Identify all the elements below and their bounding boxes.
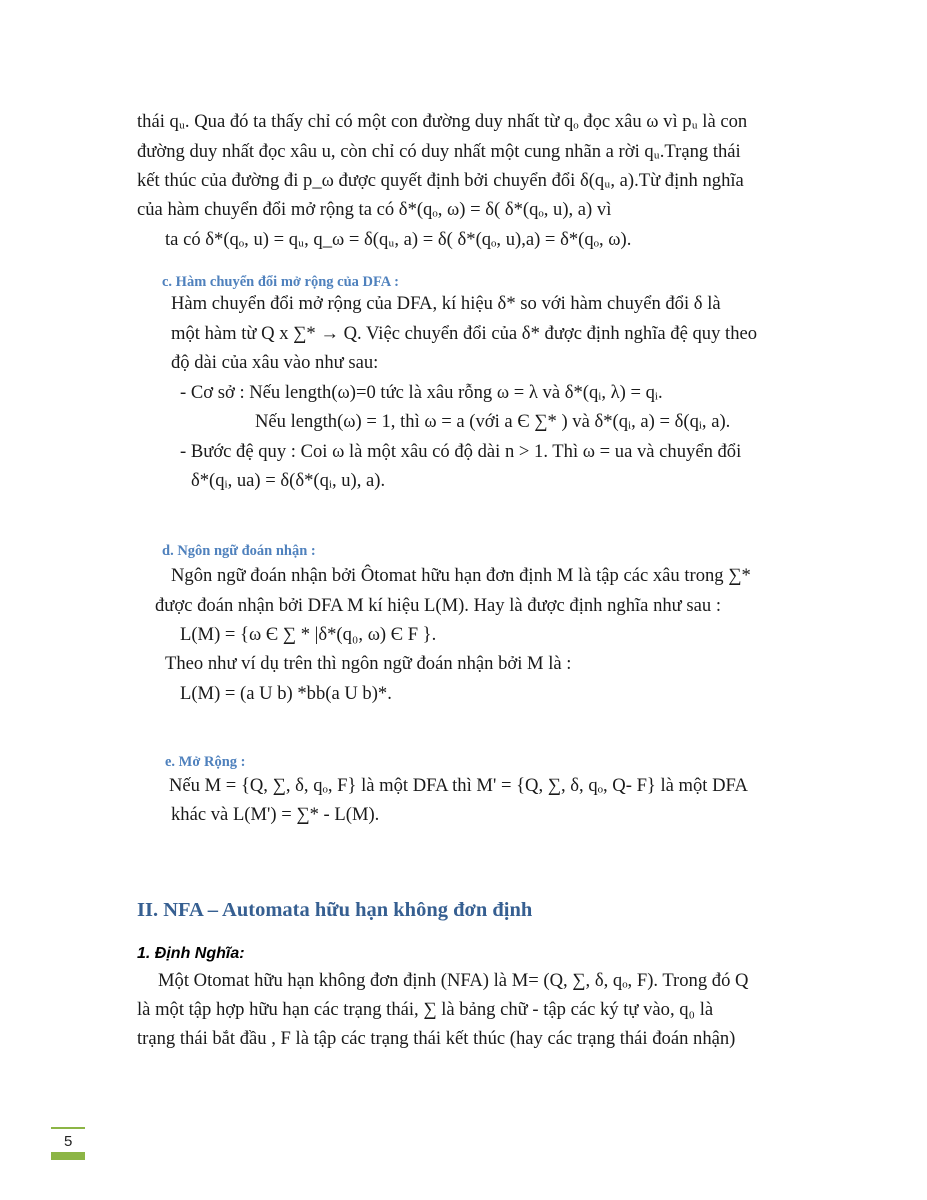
paragraph-line: Theo như ví dụ trên thì ngôn ngữ đoán nhận bởi M là : xyxy=(165,653,572,674)
footer-bar-top xyxy=(51,1127,85,1129)
footer-bar-bottom xyxy=(51,1152,85,1160)
section-c-heading: c. Hàm chuyển đổi mở rộng của DFA : xyxy=(162,274,399,290)
paragraph-line: khác và L(M') = ∑* - L(M). xyxy=(171,804,380,825)
section-ii-heading: II. NFA – Automata hữu hạn không đơn định xyxy=(137,899,533,921)
paragraph-line: một hàm từ Q x ∑* → Q. Việc chuyển đổi của δ* được định nghĩa đệ quy theo xyxy=(171,323,758,344)
paragraph-line: - Cơ sở : Nếu length(ω)=0 tức là xâu rỗng ω = λ và δ*(qᵢ, λ) = qᵢ. xyxy=(180,382,663,403)
definition-heading: 1. Định Nghĩa: xyxy=(137,945,245,962)
paragraph-line: L(M) = {ω Є ∑ * |δ*(q₀, ω) Є F }. xyxy=(180,624,437,645)
paragraph-line: Nếu length(ω) = 1, thì ω = a (với a Є ∑* ) và δ*(qᵢ, a) = δ(qᵢ, a). xyxy=(255,411,731,432)
paragraph-line: ta có δ*(qₒ, u) = qᵤ, q_ω = δ(qᵤ, a) = δ( δ*(qₒ, u),a) = δ*(qₒ, ω). xyxy=(165,229,632,250)
paragraph-line: đường duy nhất đọc xâu u, còn chỉ có duy nhất một cung nhãn a rời qᵤ.Trạng thái xyxy=(137,141,741,162)
paragraph-line: được đoán nhận bởi DFA M kí hiệu L(M). Hay là được định nghĩa như sau : xyxy=(155,595,721,616)
paragraph-line: - Bước đệ quy : Coi ω là một xâu có độ dài n > 1. Thì ω = ua và chuyển đổi xyxy=(180,441,742,462)
paragraph-line: δ*(qᵢ, ua) = δ(δ*(qᵢ, u), a). xyxy=(191,470,386,491)
paragraph-line: Một Otomat hữu hạn không đơn định (NFA) là M= (Q, ∑, δ, qₒ, F). Trong đó Q xyxy=(158,970,749,991)
page-number: 5 xyxy=(64,1133,73,1150)
section-e-heading: e. Mở Rộng : xyxy=(165,754,246,770)
paragraph-line: Hàm chuyển đổi mở rộng của DFA, kí hiệu δ* so với hàm chuyển đổi δ là xyxy=(171,293,721,314)
paragraph-line: độ dài của xâu vào như sau: xyxy=(171,352,379,373)
paragraph-line: Ngôn ngữ đoán nhận bởi Ôtomat hữu hạn đơn định M là tập các xâu trong ∑* xyxy=(171,565,751,586)
paragraph-line: thái qᵤ. Qua đó ta thấy chỉ có một con đường duy nhất từ qₒ đọc xâu ω vì pᵤ là con xyxy=(137,111,748,132)
paragraph-line: của hàm chuyển đổi mở rộng ta có δ*(qₒ, ω) = δ( δ*(qₒ, u), a) vì xyxy=(137,199,612,220)
paragraph-line: Nếu M = {Q, ∑, δ, qₒ, F} là một DFA thì M' = {Q, ∑, δ, qₒ, Q- F} là một DFA xyxy=(169,775,748,796)
paragraph-line: kết thúc của đường đi p_ω được quyết định bởi chuyển đổi δ(qᵤ, a).Từ định nghĩa xyxy=(137,170,744,191)
paragraph-line: L(M) = (a U b) *bb(a U b)*. xyxy=(180,683,392,704)
paragraph-line: là một tập hợp hữu hạn các trạng thái, ∑ là bảng chữ - tập các ký tự vào, q₀ là xyxy=(137,999,714,1020)
section-d-heading: d. Ngôn ngữ đoán nhận : xyxy=(162,543,316,559)
paragraph-line: trạng thái bắt đầu , F là tập các trạng thái kết thúc (hay các trạng thái đoán nhận) xyxy=(137,1028,736,1049)
